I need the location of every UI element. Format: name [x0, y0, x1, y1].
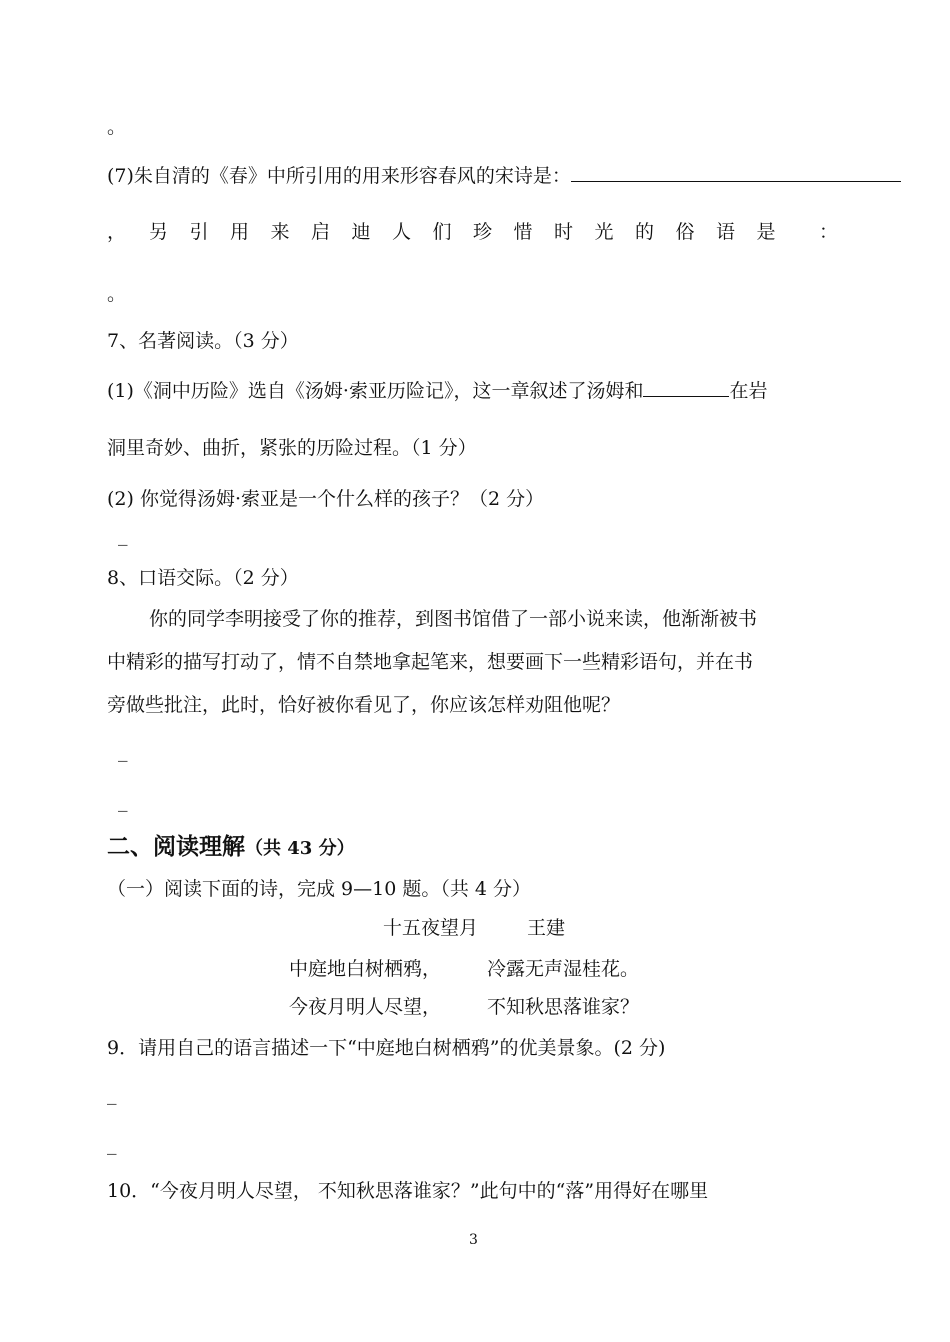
comma-text: ， — [107, 221, 127, 243]
question-8-paragraph-line-1: 你的同学李明接受了你的推荐，到图书馆借了一部小说来读，他渐渐被书 — [149, 608, 758, 630]
question-8-paragraph-line-3: 旁做些批注，此时，恰好被你看见了，你应该怎样劝阻他呢？ — [107, 694, 621, 716]
poem-author: 王建 — [527, 917, 566, 939]
question-7-1-tail: 在岩 — [729, 380, 768, 402]
answer-line[interactable]: _ — [118, 790, 128, 812]
colon-text: ： — [819, 221, 839, 243]
section-2-score: （共 43 分） — [245, 838, 355, 859]
question-7-2: (2) 你觉得汤姆·索亚是一个什么样的孩子？（2 分） — [107, 488, 545, 510]
section-2-heading — [107, 834, 355, 862]
question-8-paragraph-line-2: 中精彩的描写打动了，情不自禁地拿起笔来，想要画下一些精彩语句，并在书 — [107, 651, 754, 673]
proverb-prompt: 另引用来启迪人们珍惜时光的俗语是 — [149, 221, 798, 243]
question-7-1-text: (1)《洞中历险》选自《汤姆·索亚历险记》，这一章叙述了汤姆和 — [107, 380, 644, 402]
question-10: 10．“今夜月明人尽望， 不知秋思落谁家？”此句中的“落”用得好在哪里 — [107, 1180, 709, 1202]
answer-line[interactable]: _ — [107, 1133, 117, 1155]
question-9: 9．请用自己的语言描述一下“中庭地白树栖鸦”的优美景象。(2 分) — [107, 1037, 666, 1059]
question-7-7-text: (7)朱自清的《春》中所引用的用来形容春风的宋诗是： — [107, 165, 571, 187]
poem-line-2a: 今夜月明人尽望， — [289, 996, 442, 1018]
answer-line[interactable]: _ — [118, 524, 128, 546]
part-1-instruction: （一）阅读下面的诗，完成 9—10 题。（共 4 分） — [107, 878, 532, 900]
answer-blank[interactable] — [571, 163, 901, 182]
question-7-heading: 7、名著阅读。（3 分） — [107, 330, 299, 352]
poem-title: 十五夜望月 — [383, 917, 479, 939]
question-7-1-continued: 洞里奇妙、曲折，紧张的历险过程。（1 分） — [107, 437, 477, 459]
poem-line-1a: 中庭地白树栖鸦， — [289, 958, 442, 980]
question-7-7 — [107, 163, 901, 189]
answer-line[interactable]: _ — [118, 740, 128, 762]
poem-line-2b: 不知秋思落谁家？ — [487, 996, 640, 1018]
question-8-heading: 8、口语交际。（2 分） — [107, 567, 299, 589]
section-2-title: 二、阅读理解 — [107, 833, 245, 860]
page-number: 3 — [469, 1232, 478, 1248]
answer-line[interactable]: _ — [107, 1083, 117, 1105]
line-period-1: 。 — [107, 116, 127, 138]
answer-blank[interactable] — [643, 378, 729, 397]
question-7-7-continued — [107, 219, 839, 245]
question-7-1 — [107, 378, 767, 404]
poem-line-1b: 冷露无声湿桂花。 — [487, 958, 640, 980]
line-period-2: 。 — [107, 283, 127, 305]
